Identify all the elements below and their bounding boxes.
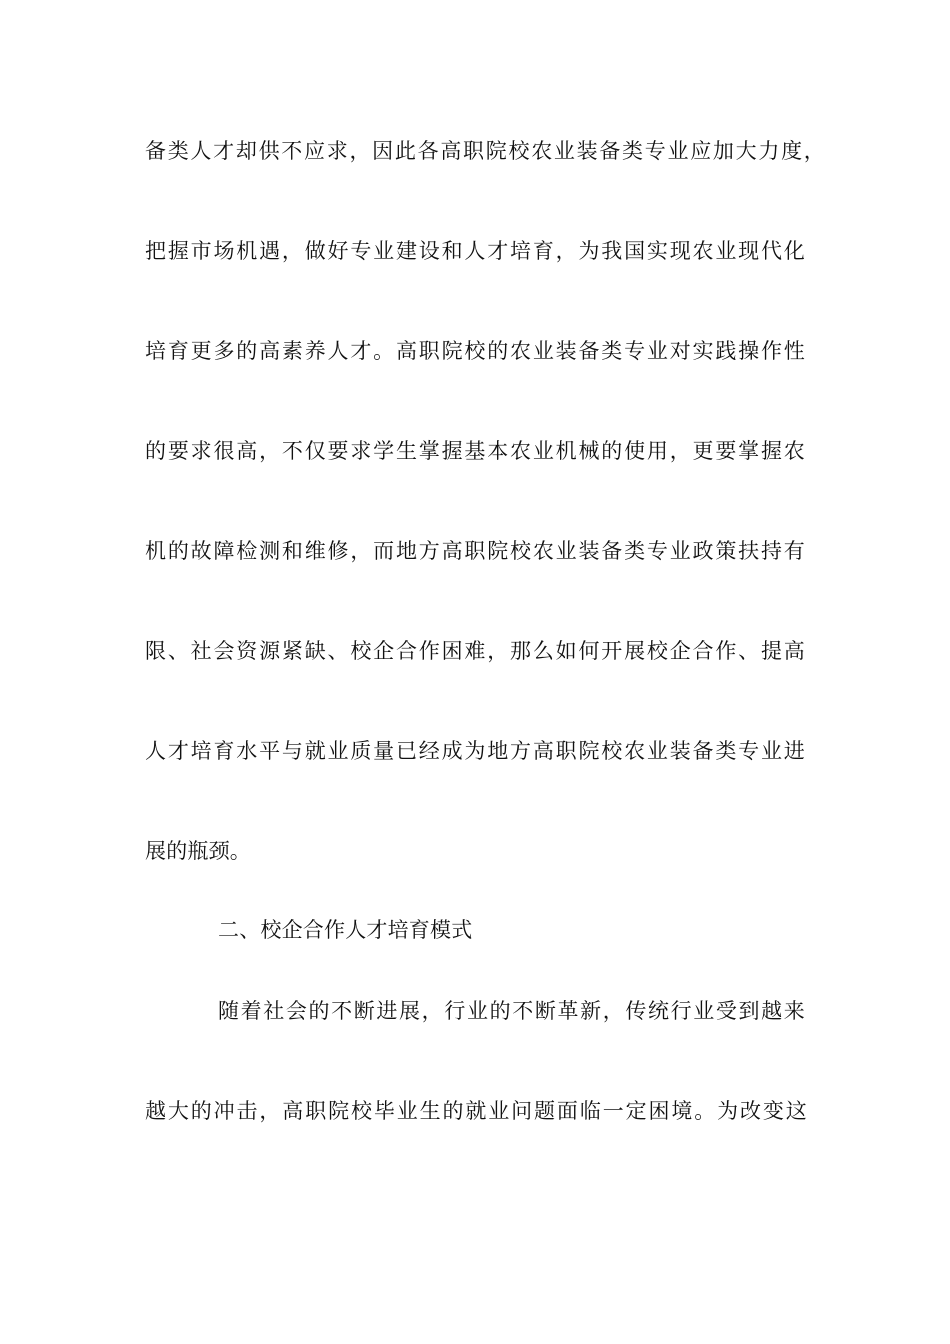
paragraph-line-3: 培育更多的高素养人才。高职院校的农业装备类专业对实践操作性 [145,339,805,363]
paragraph-line-8: 展的瓶颈。 [145,839,251,863]
paragraph-line-2: 把握市场机遇，做好专业建设和人才培育，为我国实现农业现代化 [145,239,805,263]
paragraph2-line-2: 越大的冲击，高职院校毕业生的就业问题面临一定困境。为改变这 [145,1099,807,1123]
paragraph2-line-1: 随着社会的不断进展，行业的不断革新，传统行业受到越来 [218,999,805,1023]
paragraph-line-7: 人才培育水平与就业质量已经成为地方高职院校农业装备类专业进 [145,739,805,763]
paragraph-line-1: 备类人才却供不应求，因此各高职院校农业装备类专业应加大力度， [145,139,825,163]
section-heading: 二、校企合作人才培育模式 [218,918,473,942]
paragraph-line-6: 限、社会资源紧缺、校企合作困难，那么如何开展校企合作、提高 [145,639,805,663]
paragraph-line-5: 机的故障检测和维修，而地方高职院校农业装备类专业政策扶持有 [145,539,805,563]
paragraph-line-4: 的要求很高，不仅要求学生掌握基本农业机械的使用，更要掌握农 [145,439,805,463]
